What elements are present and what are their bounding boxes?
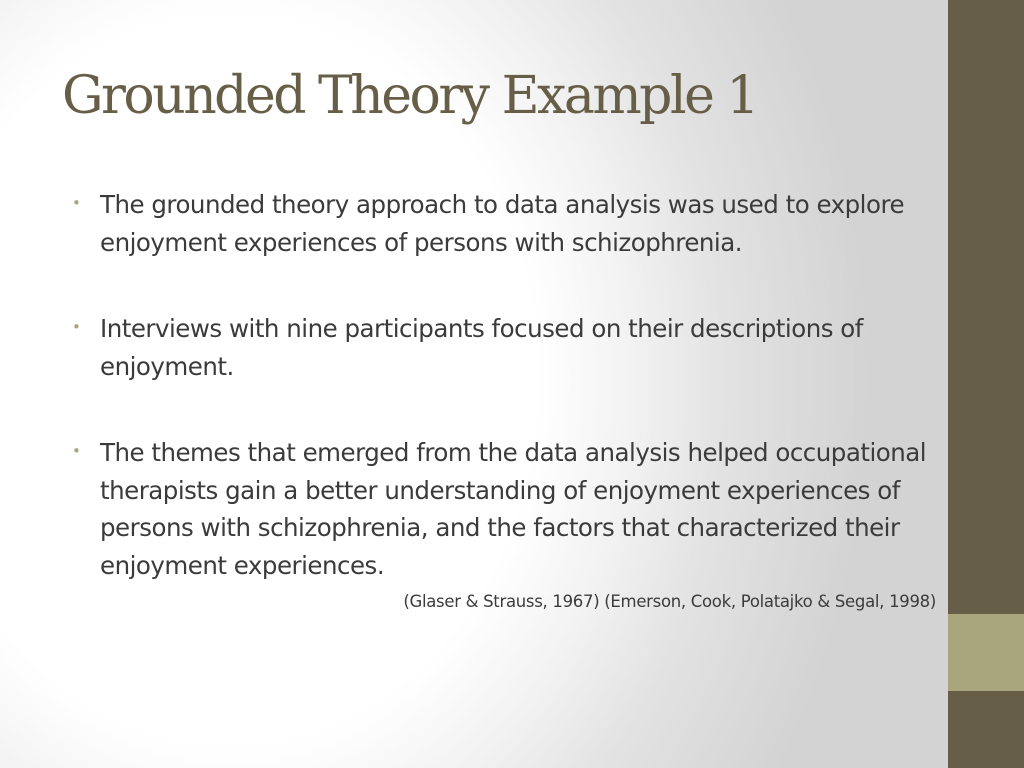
bullet-text: The themes that emerged from the data analysis helped occupational therapists gain a better understanding of enjoyment experiences of persons with schizophrenia, and the factors that characterized their enjoyment experiences. [100, 438, 927, 580]
bullet-item [72, 310, 942, 385]
slide-title: Grounded Theory Example 1 [62, 66, 757, 126]
side-bar-accent [948, 614, 1024, 691]
bullet-text: Interviews with nine participants focused on their descriptions of enjoyment. [100, 314, 863, 381]
bullet-icon: • [72, 194, 81, 212]
bullet-item [72, 434, 942, 584]
citation: (Glaser & Strauss, 1967) (Emerson, Cook, Polatajko & Segal, 1998) [403, 592, 936, 611]
bullet-list [72, 186, 942, 633]
bullet-icon: • [72, 318, 81, 336]
bullet-item [72, 186, 942, 261]
bullet-text: The grounded theory approach to data analysis was used to explore enjoyment experiences of persons with schizophrenia. [100, 190, 905, 257]
bullet-icon: • [72, 442, 81, 460]
